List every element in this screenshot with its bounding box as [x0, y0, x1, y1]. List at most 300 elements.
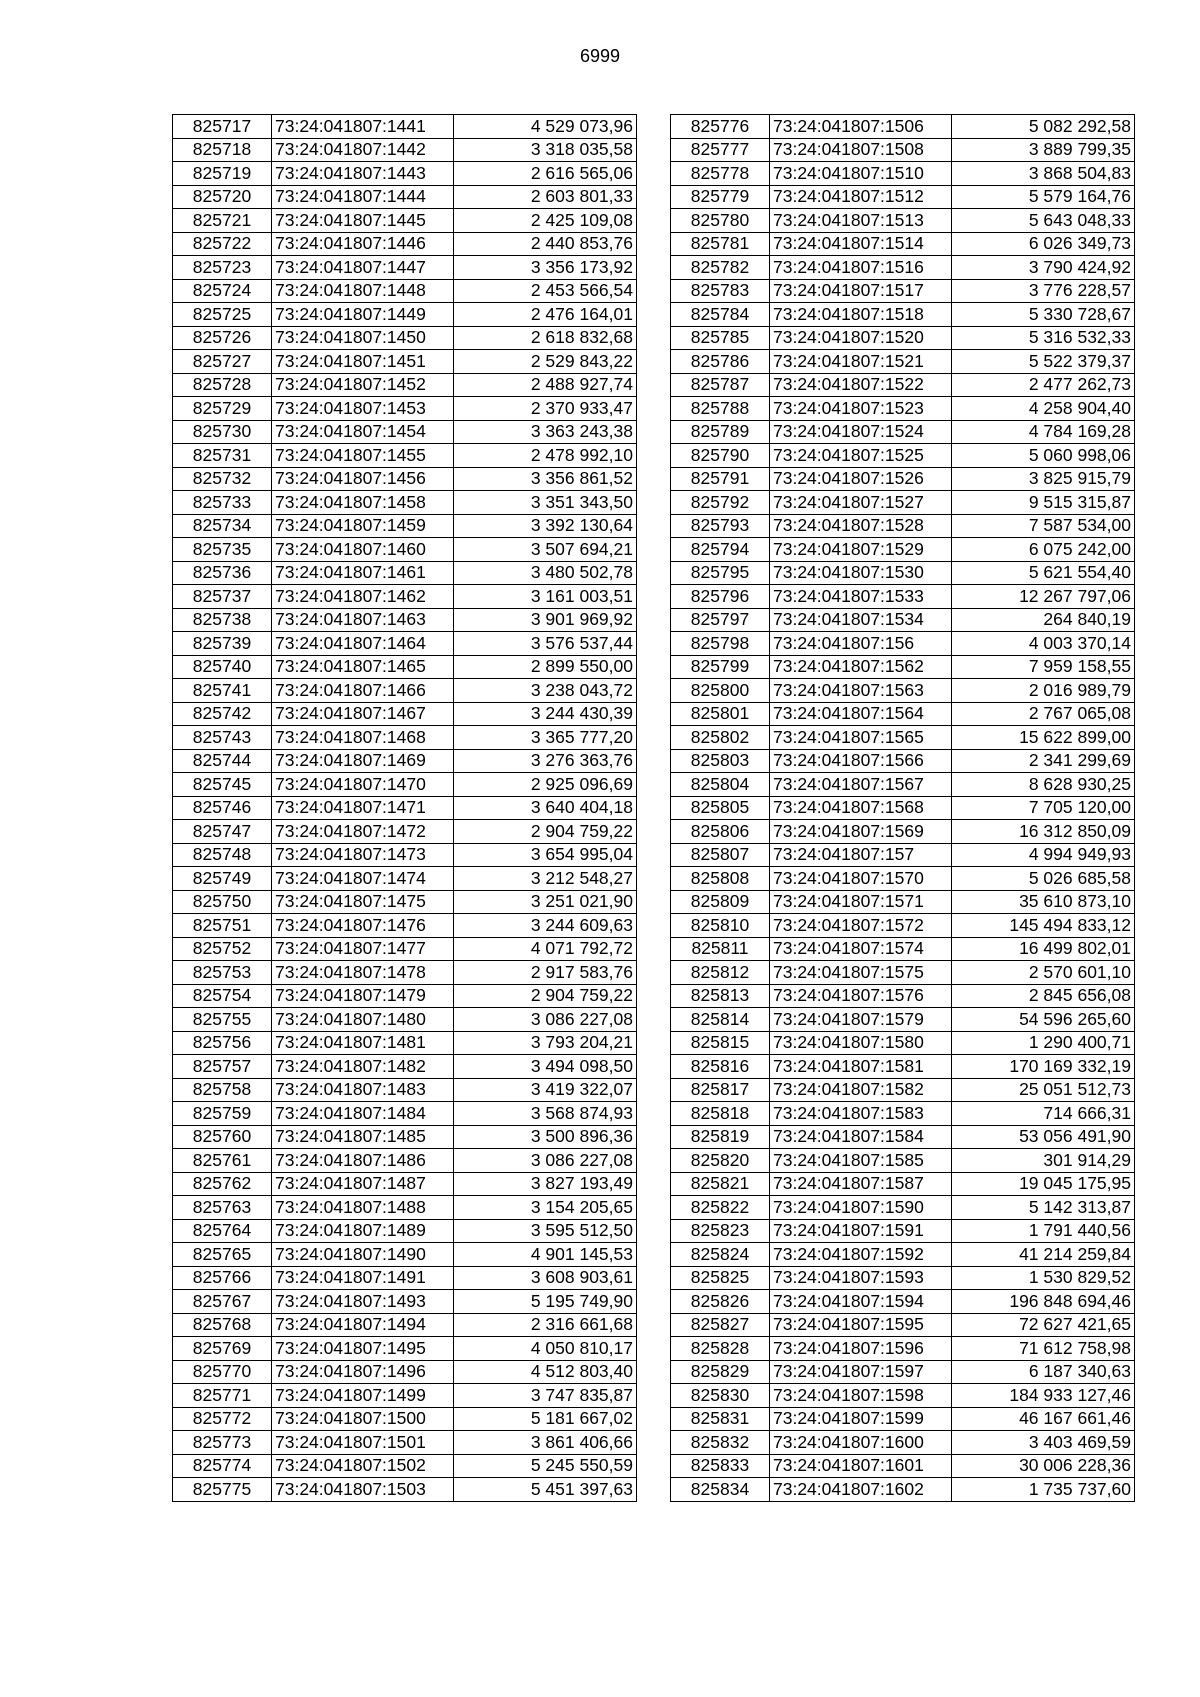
cadastral-number-cell: 73:24:041807:1503	[272, 1478, 454, 1502]
record-number-cell: 825752	[173, 937, 272, 961]
cadastral-value-cell: 3 356 173,92	[454, 256, 637, 280]
cadastral-number-cell: 73:24:041807:1569	[770, 820, 952, 844]
record-number-cell: 825799	[671, 655, 770, 679]
cadastral-value-cell: 41 214 259,84	[952, 1243, 1135, 1267]
record-number-cell: 825744	[173, 749, 272, 773]
cadastral-number-cell: 73:24:041807:1447	[272, 256, 454, 280]
record-number-cell: 825828	[671, 1337, 770, 1361]
record-number-cell: 825764	[173, 1219, 272, 1243]
cadastral-value-cell: 2 477 262,73	[952, 373, 1135, 397]
cadastral-number-cell: 73:24:041807:1592	[770, 1243, 952, 1267]
cadastral-number-cell: 73:24:041807:1482	[272, 1055, 454, 1079]
cadastral-number-cell: 73:24:041807:1458	[272, 491, 454, 515]
record-number-cell: 825801	[671, 702, 770, 726]
cadastral-number-cell: 73:24:041807:1510	[770, 162, 952, 186]
cadastral-number-cell: 73:24:041807:1563	[770, 679, 952, 703]
record-number-cell: 825779	[671, 185, 770, 209]
cadastral-number-cell: 73:24:041807:1597	[770, 1360, 952, 1384]
cadastral-number-cell: 73:24:041807:1450	[272, 326, 454, 350]
table-row	[671, 162, 1135, 186]
cadastral-value-cell: 25 051 512,73	[952, 1078, 1135, 1102]
cadastral-value-cell: 3 244 430,39	[454, 702, 637, 726]
table-row	[671, 726, 1135, 750]
cadastral-number-cell: 73:24:041807:1441	[272, 115, 454, 139]
table-row	[671, 773, 1135, 797]
cadastral-value-cell: 9 515 315,87	[952, 491, 1135, 515]
table-row	[671, 1407, 1135, 1431]
cadastral-number-cell: 73:24:041807:1508	[770, 138, 952, 162]
cadastral-value-cell: 196 848 694,46	[952, 1290, 1135, 1314]
record-number-cell: 825815	[671, 1031, 770, 1055]
cadastral-value-cell: 4 994 949,93	[952, 843, 1135, 867]
registry-table-right	[670, 114, 1135, 1502]
table-row	[671, 397, 1135, 421]
cadastral-value-cell: 12 267 797,06	[952, 585, 1135, 609]
cadastral-number-cell: 73:24:041807:1518	[770, 303, 952, 327]
cadastral-number-cell: 73:24:041807:1484	[272, 1102, 454, 1126]
cadastral-number-cell: 73:24:041807:1463	[272, 608, 454, 632]
record-number-cell: 825780	[671, 209, 770, 233]
cadastral-value-cell: 54 596 265,60	[952, 1008, 1135, 1032]
record-number-cell: 825717	[173, 115, 272, 139]
cadastral-number-cell: 73:24:041807:1574	[770, 937, 952, 961]
cadastral-number-cell: 73:24:041807:1529	[770, 538, 952, 562]
record-number-cell: 825793	[671, 514, 770, 538]
table-row	[671, 1384, 1135, 1408]
cadastral-value-cell: 3 654 995,04	[454, 843, 637, 867]
cadastral-value-cell: 2 316 661,68	[454, 1313, 637, 1337]
cadastral-number-cell: 73:24:041807:1448	[272, 279, 454, 303]
record-number-cell: 825755	[173, 1008, 272, 1032]
cadastral-value-cell: 3 276 363,76	[454, 749, 637, 773]
cadastral-number-cell: 73:24:041807:1512	[770, 185, 952, 209]
table-row	[173, 937, 637, 961]
record-number-cell: 825739	[173, 632, 272, 656]
cadastral-number-cell: 73:24:041807:1595	[770, 1313, 952, 1337]
table-row	[173, 1431, 637, 1455]
cadastral-number-cell: 73:24:041807:1502	[272, 1454, 454, 1478]
table-row	[671, 702, 1135, 726]
cadastral-value-cell: 19 045 175,95	[952, 1172, 1135, 1196]
table-row	[671, 538, 1135, 562]
table-row	[173, 1125, 637, 1149]
cadastral-value-cell: 1 290 400,71	[952, 1031, 1135, 1055]
cadastral-number-cell: 73:24:041807:1476	[272, 914, 454, 938]
cadastral-value-cell: 5 643 048,33	[952, 209, 1135, 233]
record-number-cell: 825772	[173, 1407, 272, 1431]
cadastral-value-cell: 2 603 801,33	[454, 185, 637, 209]
record-number-cell: 825731	[173, 444, 272, 468]
table-row	[173, 1478, 637, 1502]
cadastral-value-cell: 3 790 424,92	[952, 256, 1135, 280]
record-number-cell: 825756	[173, 1031, 272, 1055]
cadastral-number-cell: 73:24:041807:1469	[272, 749, 454, 773]
record-number-cell: 825748	[173, 843, 272, 867]
record-number-cell: 825724	[173, 279, 272, 303]
cadastral-number-cell: 73:24:041807:1466	[272, 679, 454, 703]
record-number-cell: 825792	[671, 491, 770, 515]
registry-table-left	[172, 114, 637, 1502]
record-number-cell: 825746	[173, 796, 272, 820]
cadastral-value-cell: 3 392 130,64	[454, 514, 637, 538]
cadastral-number-cell: 73:24:041807:1591	[770, 1219, 952, 1243]
table-row	[173, 1008, 637, 1032]
table-row	[671, 444, 1135, 468]
table-row	[173, 679, 637, 703]
cadastral-value-cell: 3 776 228,57	[952, 279, 1135, 303]
table-row	[173, 350, 637, 374]
cadastral-value-cell: 3 500 896,36	[454, 1125, 637, 1149]
record-number-cell: 825817	[671, 1078, 770, 1102]
cadastral-number-cell: 73:24:041807:1499	[272, 1384, 454, 1408]
record-number-cell: 825758	[173, 1078, 272, 1102]
table-row	[173, 1266, 637, 1290]
record-number-cell: 825798	[671, 632, 770, 656]
record-number-cell: 825762	[173, 1172, 272, 1196]
cadastral-value-cell: 5 195 749,90	[454, 1290, 637, 1314]
table-row	[173, 185, 637, 209]
record-number-cell: 825810	[671, 914, 770, 938]
cadastral-value-cell: 2 370 933,47	[454, 397, 637, 421]
record-number-cell: 825769	[173, 1337, 272, 1361]
table-row	[173, 749, 637, 773]
cadastral-number-cell: 73:24:041807:1491	[272, 1266, 454, 1290]
cadastral-value-cell: 5 579 164,76	[952, 185, 1135, 209]
cadastral-value-cell: 3 086 227,08	[454, 1149, 637, 1173]
table-row	[173, 796, 637, 820]
record-number-cell: 825732	[173, 467, 272, 491]
table-row	[671, 1243, 1135, 1267]
cadastral-number-cell: 73:24:041807:1444	[272, 185, 454, 209]
record-number-cell: 825757	[173, 1055, 272, 1079]
table-row	[173, 1196, 637, 1220]
record-number-cell: 825735	[173, 538, 272, 562]
cadastral-value-cell: 4 003 370,14	[952, 632, 1135, 656]
cadastral-number-cell: 73:24:041807:1598	[770, 1384, 952, 1408]
cadastral-number-cell: 73:24:041807:1581	[770, 1055, 952, 1079]
table-row	[671, 115, 1135, 139]
table-row	[671, 326, 1135, 350]
cadastral-value-cell: 5 181 667,02	[454, 1407, 637, 1431]
table-row	[671, 749, 1135, 773]
record-number-cell: 825736	[173, 561, 272, 585]
record-number-cell: 825726	[173, 326, 272, 350]
record-number-cell: 825749	[173, 867, 272, 891]
cadastral-value-cell: 4 050 810,17	[454, 1337, 637, 1361]
cadastral-value-cell: 5 451 397,63	[454, 1478, 637, 1502]
cadastral-number-cell: 73:24:041807:1475	[272, 890, 454, 914]
record-number-cell: 825727	[173, 350, 272, 374]
record-number-cell: 825834	[671, 1478, 770, 1502]
record-number-cell: 825728	[173, 373, 272, 397]
cadastral-number-cell: 73:24:041807:1602	[770, 1478, 952, 1502]
table-row	[671, 138, 1135, 162]
table-row	[173, 585, 637, 609]
cadastral-number-cell: 73:24:041807:1601	[770, 1454, 952, 1478]
cadastral-value-cell: 6 187 340,63	[952, 1360, 1135, 1384]
table-row	[671, 420, 1135, 444]
table-row	[173, 984, 637, 1008]
cadastral-value-cell: 16 312 850,09	[952, 820, 1135, 844]
record-number-cell: 825824	[671, 1243, 770, 1267]
cadastral-number-cell: 73:24:041807:1474	[272, 867, 454, 891]
cadastral-value-cell: 170 169 332,19	[952, 1055, 1135, 1079]
cadastral-value-cell: 3 901 969,92	[454, 608, 637, 632]
table-row	[671, 867, 1135, 891]
cadastral-number-cell: 73:24:041807:1487	[272, 1172, 454, 1196]
cadastral-number-cell: 73:24:041807:1461	[272, 561, 454, 585]
cadastral-value-cell: 3 480 502,78	[454, 561, 637, 585]
cadastral-number-cell: 73:24:041807:1453	[272, 397, 454, 421]
record-number-cell: 825811	[671, 937, 770, 961]
cadastral-value-cell: 2 925 096,69	[454, 773, 637, 797]
cadastral-number-cell: 73:24:041807:1478	[272, 961, 454, 985]
record-number-cell: 825796	[671, 585, 770, 609]
cadastral-number-cell: 73:24:041807:1522	[770, 373, 952, 397]
record-number-cell: 825809	[671, 890, 770, 914]
table-row	[671, 467, 1135, 491]
cadastral-value-cell: 5 522 379,37	[952, 350, 1135, 374]
cadastral-value-cell: 15 622 899,00	[952, 726, 1135, 750]
record-number-cell: 825753	[173, 961, 272, 985]
record-number-cell: 825806	[671, 820, 770, 844]
record-number-cell: 825745	[173, 773, 272, 797]
record-number-cell: 825747	[173, 820, 272, 844]
cadastral-number-cell: 73:24:041807:157	[770, 843, 952, 867]
table-row	[173, 914, 637, 938]
record-number-cell: 825827	[671, 1313, 770, 1337]
cadastral-value-cell: 3 238 043,72	[454, 679, 637, 703]
record-number-cell: 825773	[173, 1431, 272, 1455]
table-row	[173, 1243, 637, 1267]
record-number-cell: 825831	[671, 1407, 770, 1431]
cadastral-number-cell: 73:24:041807:1467	[272, 702, 454, 726]
table-row	[173, 561, 637, 585]
record-number-cell: 825783	[671, 279, 770, 303]
cadastral-value-cell: 3 568 874,93	[454, 1102, 637, 1126]
cadastral-value-cell: 5 316 532,33	[952, 326, 1135, 350]
table-row	[671, 303, 1135, 327]
cadastral-number-cell: 73:24:041807:1513	[770, 209, 952, 233]
record-number-cell: 825718	[173, 138, 272, 162]
cadastral-value-cell: 16 499 802,01	[952, 937, 1135, 961]
cadastral-value-cell: 2 845 656,08	[952, 984, 1135, 1008]
table-row	[173, 326, 637, 350]
cadastral-value-cell: 3 161 003,51	[454, 585, 637, 609]
record-number-cell: 825723	[173, 256, 272, 280]
cadastral-number-cell: 73:24:041807:1488	[272, 1196, 454, 1220]
table-row	[671, 350, 1135, 374]
cadastral-value-cell: 3 608 903,61	[454, 1266, 637, 1290]
cadastral-number-cell: 73:24:041807:1594	[770, 1290, 952, 1314]
cadastral-number-cell: 73:24:041807:1587	[770, 1172, 952, 1196]
table-row	[671, 961, 1135, 985]
record-number-cell: 825790	[671, 444, 770, 468]
table-row	[173, 444, 637, 468]
table-row	[671, 1055, 1135, 1079]
cadastral-number-cell: 73:24:041807:1485	[272, 1125, 454, 1149]
cadastral-value-cell: 5 142 313,87	[952, 1196, 1135, 1220]
record-number-cell: 825719	[173, 162, 272, 186]
cadastral-value-cell: 2 767 065,08	[952, 702, 1135, 726]
record-number-cell: 825725	[173, 303, 272, 327]
cadastral-value-cell: 72 627 421,65	[952, 1313, 1135, 1337]
cadastral-value-cell: 5 082 292,58	[952, 115, 1135, 139]
table-row	[173, 632, 637, 656]
table-row	[173, 256, 637, 280]
record-number-cell: 825776	[671, 115, 770, 139]
record-number-cell: 825737	[173, 585, 272, 609]
table-row	[173, 1102, 637, 1126]
record-number-cell: 825774	[173, 1454, 272, 1478]
cadastral-number-cell: 73:24:041807:1486	[272, 1149, 454, 1173]
cadastral-value-cell: 3 212 548,27	[454, 867, 637, 891]
cadastral-number-cell: 73:24:041807:1527	[770, 491, 952, 515]
cadastral-value-cell: 6 026 349,73	[952, 232, 1135, 256]
table-row	[671, 209, 1135, 233]
record-number-cell: 825785	[671, 326, 770, 350]
cadastral-number-cell: 73:24:041807:1455	[272, 444, 454, 468]
cadastral-value-cell: 5 026 685,58	[952, 867, 1135, 891]
cadastral-number-cell: 73:24:041807:1590	[770, 1196, 952, 1220]
table-row	[671, 1125, 1135, 1149]
cadastral-value-cell: 2 529 843,22	[454, 350, 637, 374]
record-number-cell: 825778	[671, 162, 770, 186]
table-row	[671, 1172, 1135, 1196]
cadastral-value-cell: 2 616 565,06	[454, 162, 637, 186]
table-row	[173, 1407, 637, 1431]
cadastral-value-cell: 2 917 583,76	[454, 961, 637, 985]
cadastral-value-cell: 3 318 035,58	[454, 138, 637, 162]
table-row	[173, 1219, 637, 1243]
cadastral-number-cell: 73:24:041807:1572	[770, 914, 952, 938]
cadastral-number-cell: 73:24:041807:1495	[272, 1337, 454, 1361]
record-number-cell: 825738	[173, 608, 272, 632]
table-row	[671, 890, 1135, 914]
record-number-cell: 825788	[671, 397, 770, 421]
cadastral-number-cell: 73:24:041807:1477	[272, 937, 454, 961]
cadastral-number-cell: 73:24:041807:1496	[272, 1360, 454, 1384]
record-number-cell: 825820	[671, 1149, 770, 1173]
table-row	[173, 1360, 637, 1384]
record-number-cell: 825825	[671, 1266, 770, 1290]
cadastral-value-cell: 7 705 120,00	[952, 796, 1135, 820]
page-number: 6999	[579, 46, 621, 66]
record-number-cell: 825802	[671, 726, 770, 750]
cadastral-number-cell: 73:24:041807:1456	[272, 467, 454, 491]
cadastral-number-cell: 73:24:041807:1506	[770, 115, 952, 139]
table-row	[671, 1478, 1135, 1502]
record-number-cell: 825750	[173, 890, 272, 914]
cadastral-number-cell: 73:24:041807:1525	[770, 444, 952, 468]
cadastral-value-cell: 184 933 127,46	[952, 1384, 1135, 1408]
record-number-cell: 825742	[173, 702, 272, 726]
table-row	[671, 232, 1135, 256]
cadastral-number-cell: 73:24:041807:1451	[272, 350, 454, 374]
cadastral-number-cell: 73:24:041807:1571	[770, 890, 952, 914]
cadastral-value-cell: 3 825 915,79	[952, 467, 1135, 491]
cadastral-value-cell: 8 628 930,25	[952, 773, 1135, 797]
table-row	[671, 514, 1135, 538]
table-row	[671, 1102, 1135, 1126]
cadastral-number-cell: 73:24:041807:1483	[272, 1078, 454, 1102]
cadastral-value-cell: 2 016 989,79	[952, 679, 1135, 703]
record-number-cell: 825813	[671, 984, 770, 1008]
cadastral-value-cell: 714 666,31	[952, 1102, 1135, 1126]
cadastral-number-cell: 73:24:041807:1579	[770, 1008, 952, 1032]
record-number-cell: 825720	[173, 185, 272, 209]
cadastral-number-cell: 73:24:041807:1523	[770, 397, 952, 421]
record-number-cell: 825805	[671, 796, 770, 820]
table-row	[671, 1266, 1135, 1290]
table-row	[173, 655, 637, 679]
record-number-cell: 825791	[671, 467, 770, 491]
table-row	[671, 914, 1135, 938]
table-row	[173, 467, 637, 491]
record-number-cell: 825826	[671, 1290, 770, 1314]
table-row	[671, 1313, 1135, 1337]
cadastral-number-cell: 73:24:041807:1533	[770, 585, 952, 609]
cadastral-value-cell: 7 587 534,00	[952, 514, 1135, 538]
table-row	[671, 1078, 1135, 1102]
table-row	[173, 890, 637, 914]
cadastral-number-cell: 73:24:041807:1564	[770, 702, 952, 726]
record-number-cell: 825765	[173, 1243, 272, 1267]
table-row	[671, 561, 1135, 585]
cadastral-number-cell: 73:24:041807:1599	[770, 1407, 952, 1431]
table-row	[173, 608, 637, 632]
record-number-cell: 825729	[173, 397, 272, 421]
table-row	[671, 984, 1135, 1008]
table-row	[173, 138, 637, 162]
table-row	[173, 232, 637, 256]
record-number-cell: 825832	[671, 1431, 770, 1455]
table-row	[671, 1431, 1135, 1455]
cadastral-value-cell: 3 861 406,66	[454, 1431, 637, 1455]
cadastral-number-cell: 73:24:041807:1593	[770, 1266, 952, 1290]
table-row	[173, 279, 637, 303]
cadastral-number-cell: 73:24:041807:1446	[272, 232, 454, 256]
table-row	[173, 1313, 637, 1337]
table-row	[173, 1149, 637, 1173]
table-row	[173, 843, 637, 867]
record-number-cell: 825829	[671, 1360, 770, 1384]
cadastral-value-cell: 2 425 109,08	[454, 209, 637, 233]
record-number-cell: 825743	[173, 726, 272, 750]
cadastral-number-cell: 73:24:041807:1449	[272, 303, 454, 327]
record-number-cell: 825784	[671, 303, 770, 327]
cadastral-value-cell: 301 914,29	[952, 1149, 1135, 1173]
record-number-cell: 825768	[173, 1313, 272, 1337]
cadastral-value-cell: 3 365 777,20	[454, 726, 637, 750]
cadastral-value-cell: 145 494 833,12	[952, 914, 1135, 938]
cadastral-number-cell: 73:24:041807:1566	[770, 749, 952, 773]
table-row	[671, 185, 1135, 209]
cadastral-number-cell: 73:24:041807:1494	[272, 1313, 454, 1337]
cadastral-value-cell: 3 595 512,50	[454, 1219, 637, 1243]
cadastral-value-cell: 35 610 873,10	[952, 890, 1135, 914]
table-row	[173, 162, 637, 186]
cadastral-value-cell: 3 868 504,83	[952, 162, 1135, 186]
record-number-cell: 825800	[671, 679, 770, 703]
cadastral-value-cell: 3 419 322,07	[454, 1078, 637, 1102]
record-number-cell: 825808	[671, 867, 770, 891]
cadastral-number-cell: 73:24:041807:1524	[770, 420, 952, 444]
record-number-cell: 825821	[671, 1172, 770, 1196]
record-number-cell: 825760	[173, 1125, 272, 1149]
table-row	[671, 796, 1135, 820]
cadastral-value-cell: 3 793 204,21	[454, 1031, 637, 1055]
